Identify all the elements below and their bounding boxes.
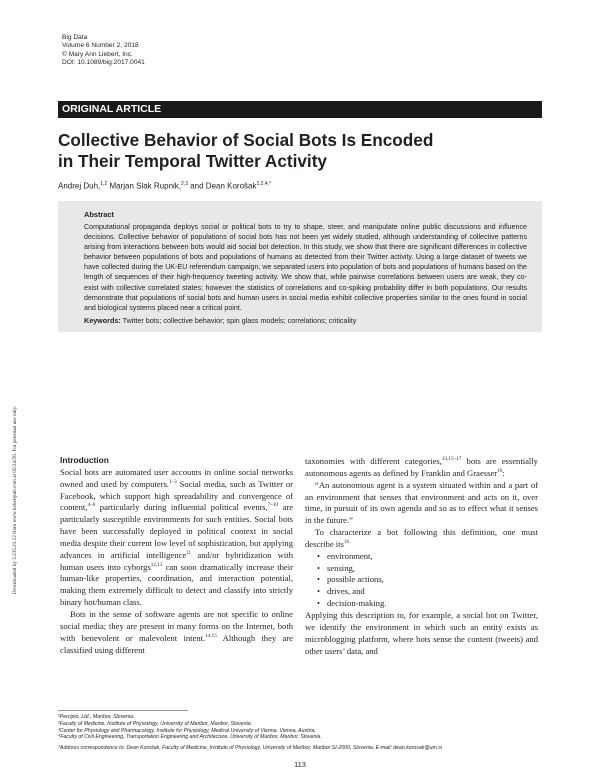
journal-meta: [62, 34, 145, 68]
footnote-2: ²Faculty of Medicine, Institute of Physiology, University of Maribor, Maribor, Slovenia.: [58, 720, 252, 727]
introduction-heading: Introduction: [60, 455, 109, 465]
journal-doi: DOI: 10.1089/big.2017.0041: [62, 59, 145, 67]
intro-paragraph-1: Social bots are automated user accounts in online social networks owned and used by computers.$^{1-3}$ Social media, such as Twitter or Facebook, which support high spreadability and convergence of content,$^{4-6}$ particularly during influential political events,$^{7-10}$ are particularly susceptible environments for such entities. Social bots have been successfully deployed in political context in social media despite their current low level of sophistication, but applying advances in artificial intelligence$^{11}$ and/or hybridization with human users into cyborgs$^{12,13}$ can soon dramatically increase their human-like properties, coordination, and interaction potential, making them extremely difficult to detect and classify into strictly binary bot/human class.: [60, 466, 294, 608]
article-title: [58, 130, 542, 172]
footnote-4: ⁴Faculty of Civil Engineering, Transportation Engineering and Architecture, University of Maribor, Maribor, Slovenia.: [58, 734, 322, 741]
page-number: 113: [294, 760, 306, 769]
right-column: [305, 456, 538, 657]
footnote-3: ³Center for Physiology and Pharmacology, Institute for Physiology, Medical University of Vienna, Vienna, Austria.: [58, 727, 316, 734]
keywords: [84, 316, 527, 325]
author-2: Marjan Slak Rupnik,: [109, 181, 182, 191]
author-1: Andrej Duh,: [58, 181, 101, 191]
correspondence-note: *Address correspondence to: Dean Korošak, Faculty of Medicine, Institute of Physiology, University of Maribor, Maribor SI-2000, Slovenia, E-mail: dean.korosak@um.si: [58, 745, 443, 752]
list-item: • drives, and: [319, 586, 538, 598]
title-line-2: in Their Temporal Twitter Activity: [58, 151, 327, 171]
bot-properties-list: [305, 551, 538, 610]
left-column: [60, 455, 293, 656]
abstract-heading: Abstract: [84, 210, 114, 219]
definition-quote: “An autonomous agent is a system situated within and a part of an environment that senses that environment and acts on it, over time, in pursuit of its own agenda and so as to effect what it senses in the future.”: [305, 479, 538, 526]
section-label: ORIGINAL ARTICLE: [58, 101, 542, 118]
footnotes: [58, 710, 542, 752]
author-1-affil: 1,2: [100, 181, 108, 187]
list-item: • environment,: [319, 551, 538, 563]
author-3-affil: 1,2,4,*: [256, 181, 271, 187]
keywords-label: Keywords:: [84, 316, 121, 325]
intro-paragraph-2: Bots in the sense of software agents are not specific to online social media; they are present in many forms on the Internet, both with benevolent or malevolent intent.$^{14,15}$ Although they are classified using different: [60, 608, 293, 655]
footnote-divider: [58, 710, 188, 711]
abstract-text: Computational propaganda deploys social or political bots to try to shape, steer, and manipulate online public discussions and influence decisions. Collective behavior of populations of social bots has not been yet widely studied, although understanding of collective patterns arising from interactions between bots would aid social bot detection. In this study, we show that there are significant differences in collective behavior between populations of bots and populations of humans as detected from their Twitter activity. Using a large dataset of tweets we have collected during the UK-EU referendum campaign, we separated users into population of bots and populations of humans based on the length of sequences of their high-frequency tweeting activity. We show that, while pairwise correlations between users are weak, they co-exist with collective correlated states; however the statistics of correlations and co-spiking probability differ in both populations. Our results demonstrate that populations of social bots and human users in social media exhibit collective properties similar to the ones found in social and biological systems placed near a critical point.: [84, 223, 527, 312]
intro-paragraph-3: taxonomies with different categories,$^{13,15-17}$ bots are essentially autonomous agents as defined by Franklin and Graesser$^{16}$:: [305, 456, 538, 478]
author-2-affil: 2,3: [181, 181, 188, 187]
intro-paragraph-4: To characterize a bot following this definition, one must describe its$^{16}$: [305, 527, 538, 549]
author-list: [58, 179, 271, 192]
intro-paragraph-5: Applying this description to, for example, a social bot on Twitter, we identify the environment in which such an entity exists as microblogging platform, where bots sense the content (tweets) and other users’ data, and: [305, 609, 538, 656]
journal-publisher: © Mary Ann Liebert, Inc.: [62, 50, 133, 58]
list-item: • possible actions,: [319, 574, 538, 586]
journal-volume: Volume 6 Number 2, 2018: [62, 42, 139, 50]
list-item: • decision-making.: [319, 598, 538, 610]
footnote-1: ¹Percipio, Ltd., Maribor, Slovenia.: [58, 714, 135, 720]
list-item: • sensing,: [319, 563, 538, 575]
download-side-note: Downloaded by 3.235.21.12 from www.liebertpub.com at 05/24/20. For personal use only.: [12, 405, 18, 595]
author-3: and Dean Korošak: [190, 181, 257, 191]
journal-name: Big Data: [62, 34, 88, 41]
title-line-1: Collective Behavior of Social Bots Is Encoded: [58, 130, 434, 150]
keywords-list: Twitter bots; collective behavior; spin glass models; correlations; criticality: [122, 316, 357, 325]
